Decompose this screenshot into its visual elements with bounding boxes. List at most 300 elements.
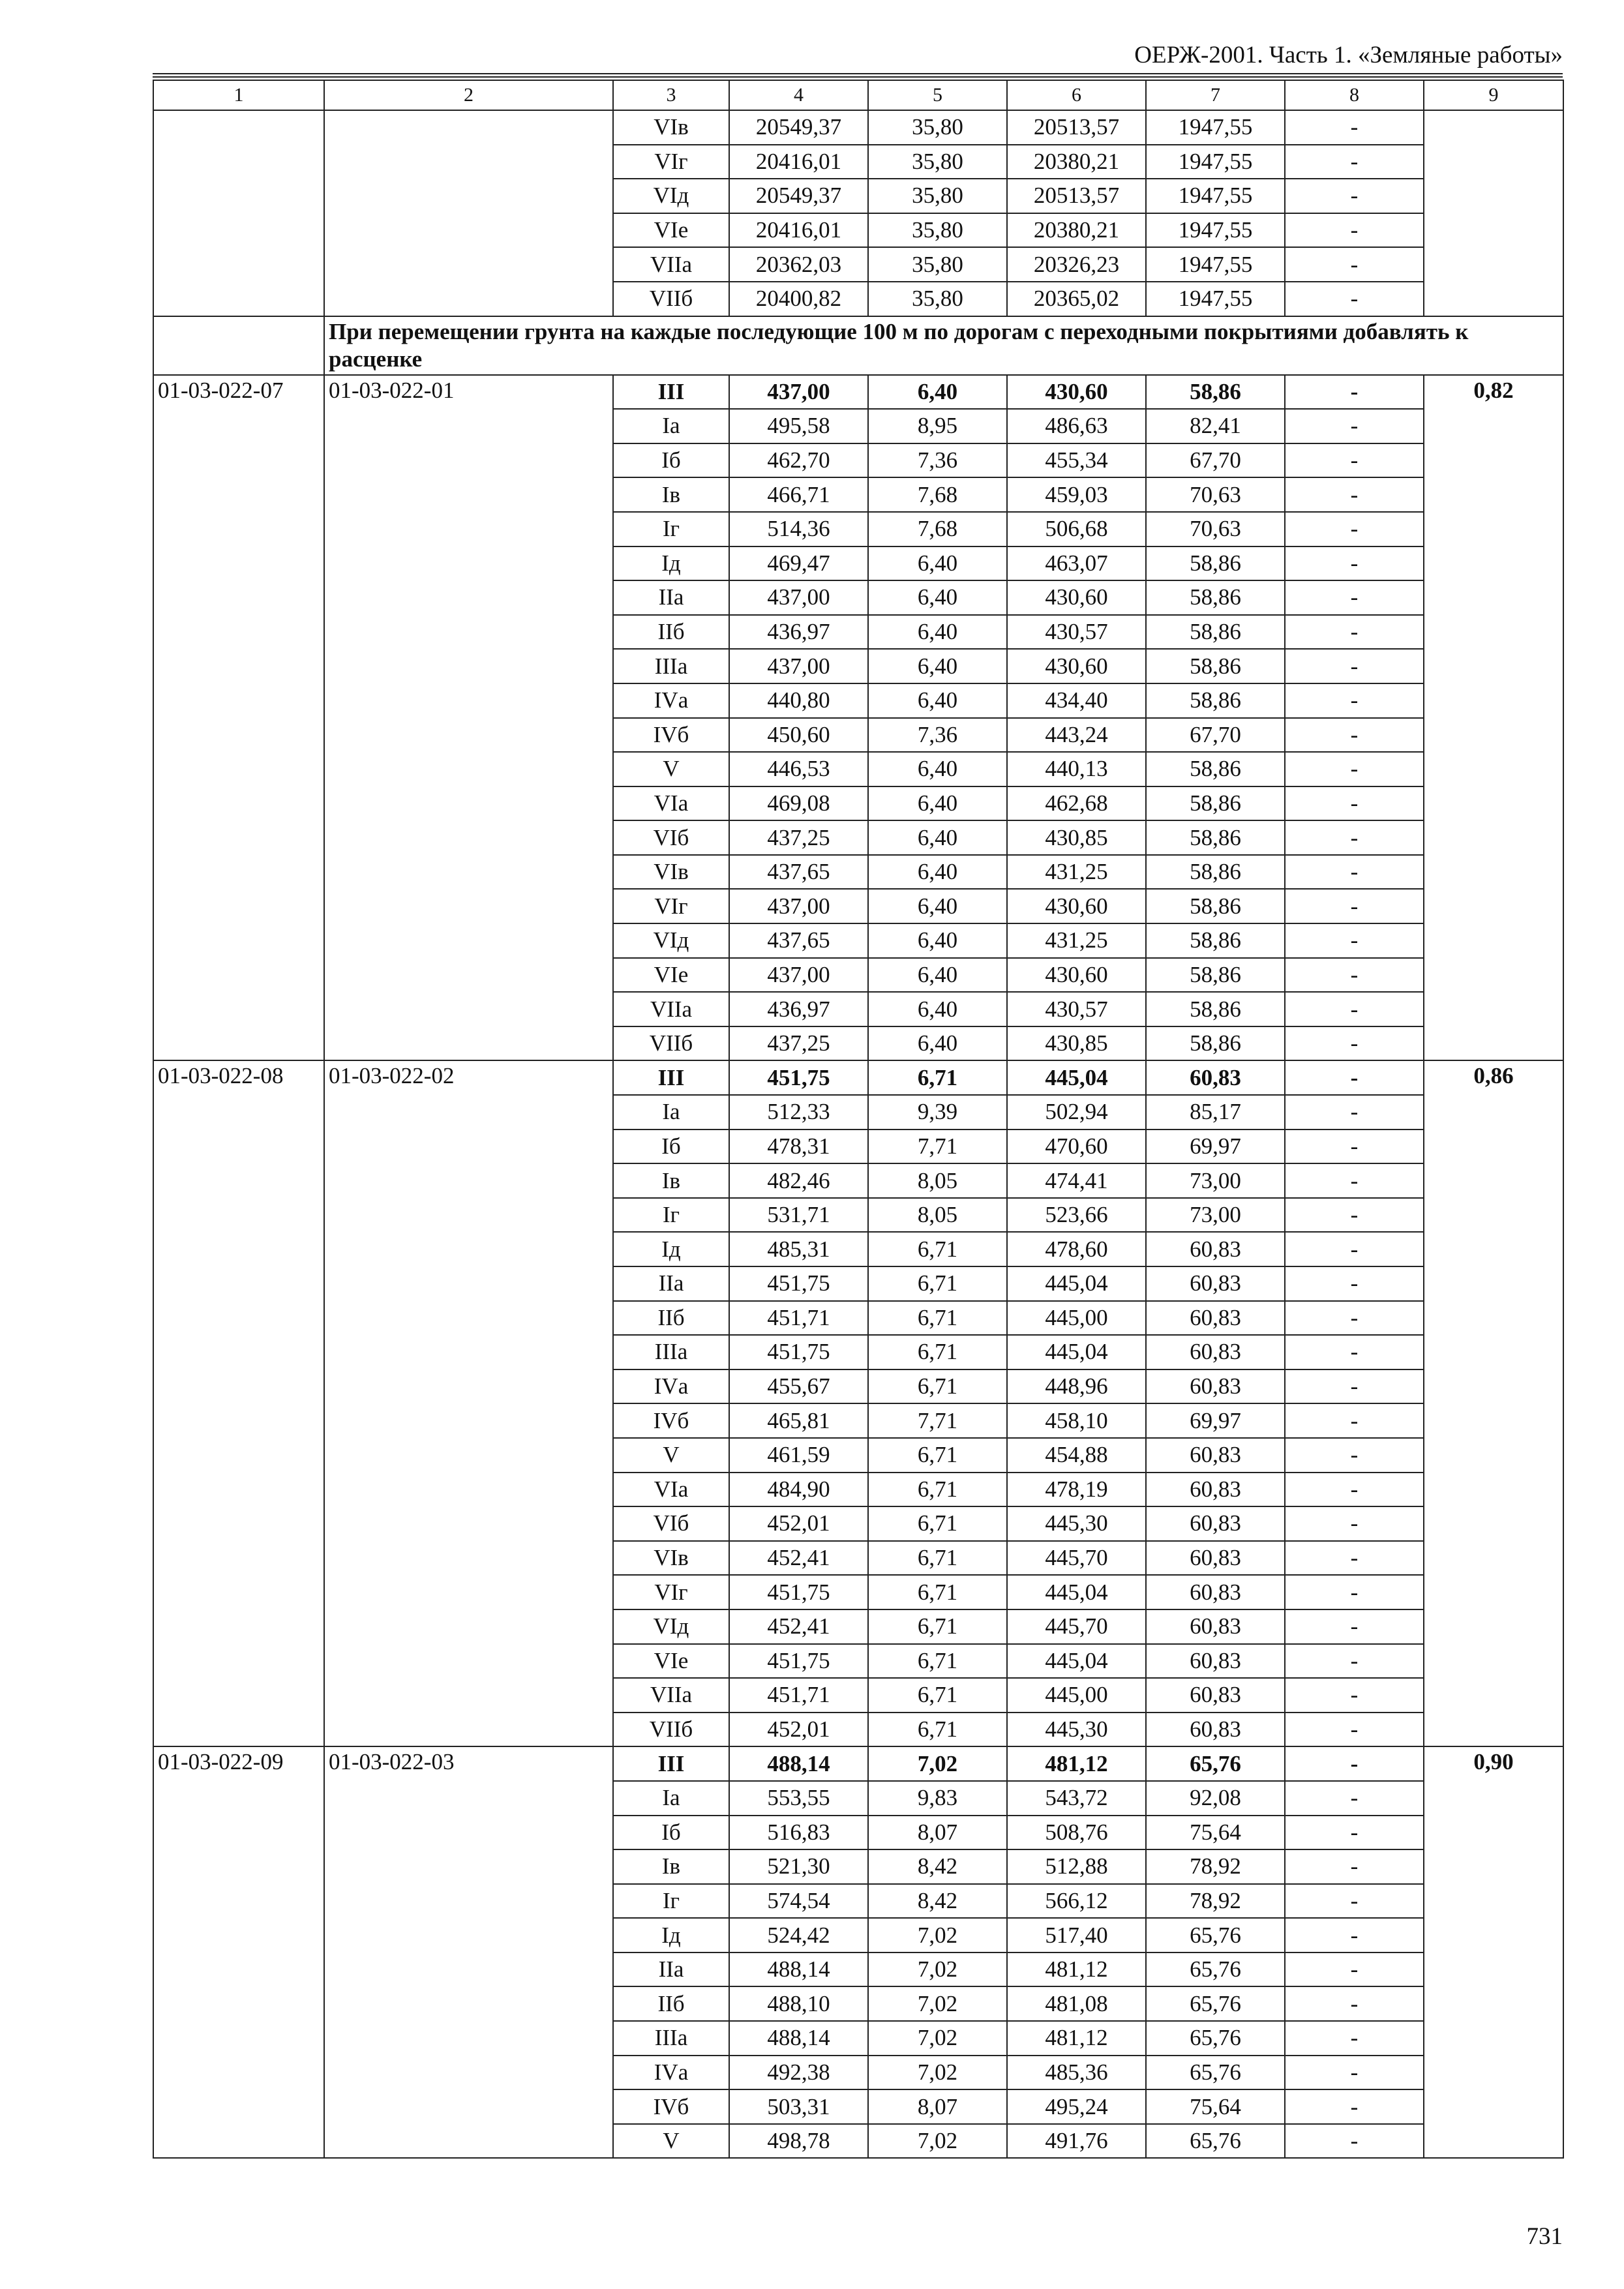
operator-wages-cell: 7,02 bbox=[868, 2056, 1007, 2090]
soil-group-cell: VIIб bbox=[613, 1713, 729, 1747]
materials-cell: - bbox=[1285, 1575, 1424, 1609]
machinist-wages-cell: 70,63 bbox=[1146, 512, 1285, 546]
machinist-wages-cell: 58,86 bbox=[1146, 855, 1285, 890]
machinist-wages-cell: 58,86 bbox=[1146, 546, 1285, 581]
materials-cell: - bbox=[1285, 1026, 1424, 1061]
column-number: 3 bbox=[613, 80, 729, 110]
header-rule bbox=[153, 73, 1563, 78]
base-code-cell-empty bbox=[324, 110, 613, 316]
direct-cost-cell: 437,65 bbox=[729, 923, 868, 958]
machinist-wages-cell: 58,86 bbox=[1146, 820, 1285, 855]
direct-cost-cell: 20400,82 bbox=[729, 282, 868, 316]
machinist-wages-cell: 58,86 bbox=[1146, 649, 1285, 683]
soil-group-cell: IVб bbox=[613, 1403, 729, 1438]
machinist-wages-cell: 58,86 bbox=[1146, 580, 1285, 615]
operator-wages-cell: 7,02 bbox=[868, 1986, 1007, 2021]
operator-wages-cell: 6,40 bbox=[868, 992, 1007, 1026]
machinist-wages-cell: 60,83 bbox=[1146, 1232, 1285, 1266]
machine-cost-cell: 448,96 bbox=[1007, 1369, 1146, 1404]
direct-cost-cell: 452,41 bbox=[729, 1541, 868, 1576]
materials-cell: - bbox=[1285, 1369, 1424, 1404]
operator-wages-cell: 6,71 bbox=[868, 1678, 1007, 1713]
direct-cost-cell: 466,71 bbox=[729, 477, 868, 512]
machine-cost-cell: 517,40 bbox=[1007, 1918, 1146, 1952]
machinist-wages-cell: 60,83 bbox=[1146, 1609, 1285, 1644]
machinist-wages-cell: 60,83 bbox=[1146, 1541, 1285, 1576]
machinist-wages-cell: 85,17 bbox=[1146, 1095, 1285, 1130]
machinist-wages-cell: 58,86 bbox=[1146, 752, 1285, 786]
operator-wages-cell: 6,40 bbox=[868, 375, 1007, 410]
machine-cost-cell: 478,19 bbox=[1007, 1473, 1146, 1507]
machinist-wages-cell: 1947,55 bbox=[1146, 110, 1285, 145]
section-note-row bbox=[153, 316, 1563, 375]
machine-cost-cell: 458,10 bbox=[1007, 1403, 1146, 1438]
soil-group-cell: VIб bbox=[613, 820, 729, 855]
materials-cell: - bbox=[1285, 2056, 1424, 2090]
direct-cost-cell: 451,75 bbox=[729, 1575, 868, 1609]
operator-wages-cell: 6,71 bbox=[868, 1060, 1007, 1095]
operator-wages-cell: 6,71 bbox=[868, 1541, 1007, 1576]
materials-cell: - bbox=[1285, 1301, 1424, 1336]
machinist-wages-cell: 75,64 bbox=[1146, 2089, 1285, 2124]
direct-cost-cell: 437,00 bbox=[729, 958, 868, 993]
soil-group-cell: V bbox=[613, 1438, 729, 1473]
machinist-wages-cell: 65,76 bbox=[1146, 1746, 1285, 1781]
machine-cost-cell: 431,25 bbox=[1007, 923, 1146, 958]
base-rate-code: 01-03-022-02 bbox=[324, 1060, 613, 1746]
machine-cost-cell: 20513,57 bbox=[1007, 179, 1146, 213]
machine-cost-cell: 430,60 bbox=[1007, 580, 1146, 615]
soil-group-cell: VIIб bbox=[613, 1026, 729, 1061]
machine-cost-cell: 20365,02 bbox=[1007, 282, 1146, 316]
operator-wages-cell: 35,80 bbox=[868, 247, 1007, 282]
machinist-wages-cell: 58,86 bbox=[1146, 375, 1285, 410]
coefficient-cell-empty bbox=[1424, 110, 1563, 316]
materials-cell: - bbox=[1285, 1816, 1424, 1850]
rate-code: 01-03-022-09 bbox=[153, 1746, 324, 2158]
machinist-wages-cell: 82,41 bbox=[1146, 409, 1285, 443]
operator-wages-cell: 7,71 bbox=[868, 1403, 1007, 1438]
machine-cost-cell: 445,04 bbox=[1007, 1575, 1146, 1609]
machine-cost-cell: 430,57 bbox=[1007, 615, 1146, 650]
machine-cost-cell: 474,41 bbox=[1007, 1163, 1146, 1198]
machine-cost-cell: 445,00 bbox=[1007, 1678, 1146, 1713]
machinist-wages-cell: 70,63 bbox=[1146, 477, 1285, 512]
machine-cost-cell: 20380,21 bbox=[1007, 213, 1146, 248]
materials-cell: - bbox=[1285, 683, 1424, 718]
machine-cost-cell: 430,60 bbox=[1007, 958, 1146, 993]
machinist-wages-cell: 73,00 bbox=[1146, 1163, 1285, 1198]
machinist-wages-cell: 58,86 bbox=[1146, 923, 1285, 958]
direct-cost-cell: 488,14 bbox=[729, 2021, 868, 2056]
materials-cell: - bbox=[1285, 1713, 1424, 1747]
materials-cell: - bbox=[1285, 213, 1424, 248]
operator-wages-cell: 8,05 bbox=[868, 1198, 1007, 1233]
direct-cost-cell: 437,00 bbox=[729, 580, 868, 615]
direct-cost-cell: 436,97 bbox=[729, 992, 868, 1026]
soil-group-cell: Iб bbox=[613, 1816, 729, 1850]
coefficient: 0,82 bbox=[1424, 375, 1563, 1061]
soil-group-cell: Iд bbox=[613, 546, 729, 581]
direct-cost-cell: 452,01 bbox=[729, 1506, 868, 1541]
soil-group-cell: IVа bbox=[613, 1369, 729, 1404]
soil-group-cell: VIд bbox=[613, 179, 729, 213]
materials-cell: - bbox=[1285, 615, 1424, 650]
direct-cost-cell: 553,55 bbox=[729, 1781, 868, 1816]
materials-cell: - bbox=[1285, 477, 1424, 512]
machine-cost-cell: 512,88 bbox=[1007, 1849, 1146, 1884]
machine-cost-cell: 430,85 bbox=[1007, 1026, 1146, 1061]
soil-group-cell: IVа bbox=[613, 2056, 729, 2090]
machine-cost-cell: 20380,21 bbox=[1007, 145, 1146, 179]
direct-cost-cell: 451,75 bbox=[729, 1644, 868, 1679]
soil-group-cell: IIIа bbox=[613, 649, 729, 683]
machine-cost-cell: 445,04 bbox=[1007, 1644, 1146, 1679]
operator-wages-cell: 6,71 bbox=[868, 1506, 1007, 1541]
operator-wages-cell: 6,40 bbox=[868, 580, 1007, 615]
soil-group-cell: Iг bbox=[613, 512, 729, 546]
soil-group-cell: IVб bbox=[613, 2089, 729, 2124]
operator-wages-cell: 6,71 bbox=[868, 1575, 1007, 1609]
soil-group-cell: VIIа bbox=[613, 992, 729, 1026]
machine-cost-cell: 20326,23 bbox=[1007, 247, 1146, 282]
materials-cell: - bbox=[1285, 1232, 1424, 1266]
machinist-wages-cell: 58,86 bbox=[1146, 683, 1285, 718]
soil-group-cell: III bbox=[613, 1060, 729, 1095]
machine-cost-cell: 443,24 bbox=[1007, 718, 1146, 753]
machinist-wages-cell: 65,76 bbox=[1146, 1952, 1285, 1987]
direct-cost-cell: 512,33 bbox=[729, 1095, 868, 1130]
machine-cost-cell: 566,12 bbox=[1007, 1884, 1146, 1919]
direct-cost-cell: 574,54 bbox=[729, 1884, 868, 1919]
operator-wages-cell: 7,02 bbox=[868, 1918, 1007, 1952]
operator-wages-cell: 8,42 bbox=[868, 1849, 1007, 1884]
direct-cost-cell: 451,71 bbox=[729, 1301, 868, 1336]
materials-cell: - bbox=[1285, 820, 1424, 855]
direct-cost-cell: 498,78 bbox=[729, 2124, 868, 2159]
machinist-wages-cell: 58,86 bbox=[1146, 958, 1285, 993]
machinist-wages-cell: 1947,55 bbox=[1146, 145, 1285, 179]
soil-group-cell: Iа bbox=[613, 1781, 729, 1816]
operator-wages-cell: 7,02 bbox=[868, 2021, 1007, 2056]
machine-cost-cell: 440,13 bbox=[1007, 752, 1146, 786]
direct-cost-cell: 437,25 bbox=[729, 1026, 868, 1061]
operator-wages-cell: 6,40 bbox=[868, 1026, 1007, 1061]
direct-cost-cell: 516,83 bbox=[729, 1816, 868, 1850]
machine-cost-cell: 481,12 bbox=[1007, 1952, 1146, 1987]
machine-cost-cell: 20513,57 bbox=[1007, 110, 1146, 145]
soil-group-cell: Iд bbox=[613, 1918, 729, 1952]
machinist-wages-cell: 69,97 bbox=[1146, 1403, 1285, 1438]
materials-cell: - bbox=[1285, 1849, 1424, 1884]
direct-cost-cell: 492,38 bbox=[729, 2056, 868, 2090]
direct-cost-cell: 20416,01 bbox=[729, 145, 868, 179]
soil-group-cell: III bbox=[613, 375, 729, 410]
machine-cost-cell: 445,30 bbox=[1007, 1506, 1146, 1541]
soil-group-cell: Iа bbox=[613, 409, 729, 443]
materials-cell: - bbox=[1285, 1060, 1424, 1095]
machinist-wages-cell: 1947,55 bbox=[1146, 282, 1285, 316]
operator-wages-cell: 7,68 bbox=[868, 512, 1007, 546]
soil-group-cell: V bbox=[613, 2124, 729, 2159]
running-header: ОЕРЖ-2001. Часть 1. «Земляные работы» bbox=[1134, 42, 1563, 68]
direct-cost-cell: 521,30 bbox=[729, 1849, 868, 1884]
direct-cost-cell: 451,75 bbox=[729, 1266, 868, 1301]
machinist-wages-cell: 60,83 bbox=[1146, 1369, 1285, 1404]
machine-cost-cell: 463,07 bbox=[1007, 546, 1146, 581]
operator-wages-cell: 6,40 bbox=[868, 923, 1007, 958]
materials-cell: - bbox=[1285, 580, 1424, 615]
machine-cost-cell: 543,72 bbox=[1007, 1781, 1146, 1816]
operator-wages-cell: 6,40 bbox=[868, 546, 1007, 581]
machine-cost-cell: 434,40 bbox=[1007, 683, 1146, 718]
soil-group-cell: VIв bbox=[613, 1541, 729, 1576]
machinist-wages-cell: 60,83 bbox=[1146, 1301, 1285, 1336]
machine-cost-cell: 445,70 bbox=[1007, 1609, 1146, 1644]
machinist-wages-cell: 1947,55 bbox=[1146, 247, 1285, 282]
rates-table bbox=[153, 80, 1564, 2159]
direct-cost-cell: 514,36 bbox=[729, 512, 868, 546]
soil-group-cell: IIа bbox=[613, 1952, 729, 1987]
soil-group-cell: VIг bbox=[613, 145, 729, 179]
direct-cost-cell: 461,59 bbox=[729, 1438, 868, 1473]
operator-wages-cell: 6,40 bbox=[868, 958, 1007, 993]
soil-group-cell: VIе bbox=[613, 213, 729, 248]
direct-cost-cell: 20416,01 bbox=[729, 213, 868, 248]
materials-cell: - bbox=[1285, 1952, 1424, 1987]
machinist-wages-cell: 69,97 bbox=[1146, 1130, 1285, 1164]
operator-wages-cell: 9,83 bbox=[868, 1781, 1007, 1816]
soil-group-cell: VIIа bbox=[613, 247, 729, 282]
operator-wages-cell: 6,40 bbox=[868, 786, 1007, 821]
page-number: 731 bbox=[1526, 2223, 1563, 2250]
materials-cell: - bbox=[1285, 1130, 1424, 1164]
soil-group-cell: IIб bbox=[613, 1986, 729, 2021]
operator-wages-cell: 6,40 bbox=[868, 683, 1007, 718]
operator-wages-cell: 6,71 bbox=[868, 1644, 1007, 1679]
operator-wages-cell: 7,02 bbox=[868, 1746, 1007, 1781]
direct-cost-cell: 437,00 bbox=[729, 649, 868, 683]
direct-cost-cell: 469,08 bbox=[729, 786, 868, 821]
machine-cost-cell: 430,85 bbox=[1007, 820, 1146, 855]
direct-cost-cell: 450,60 bbox=[729, 718, 868, 753]
direct-cost-cell: 440,80 bbox=[729, 683, 868, 718]
operator-wages-cell: 7,36 bbox=[868, 718, 1007, 753]
soil-group-cell: IVа bbox=[613, 683, 729, 718]
soil-group-cell: IIб bbox=[613, 615, 729, 650]
machinist-wages-cell: 60,83 bbox=[1146, 1060, 1285, 1095]
direct-cost-cell: 437,00 bbox=[729, 889, 868, 923]
soil-group-cell: Iа bbox=[613, 1095, 729, 1130]
base-rate-code: 01-03-022-03 bbox=[324, 1746, 613, 2158]
materials-cell: - bbox=[1285, 889, 1424, 923]
coefficient: 0,90 bbox=[1424, 1746, 1563, 2158]
direct-cost-cell: 455,67 bbox=[729, 1369, 868, 1404]
materials-cell: - bbox=[1285, 1746, 1424, 1781]
operator-wages-cell: 6,40 bbox=[868, 649, 1007, 683]
machinist-wages-cell: 78,92 bbox=[1146, 1884, 1285, 1919]
operator-wages-cell: 7,02 bbox=[868, 1952, 1007, 1987]
direct-cost-cell: 524,42 bbox=[729, 1918, 868, 1952]
direct-cost-cell: 20362,03 bbox=[729, 247, 868, 282]
machine-cost-cell: 486,63 bbox=[1007, 409, 1146, 443]
machinist-wages-cell: 60,83 bbox=[1146, 1473, 1285, 1507]
materials-cell: - bbox=[1285, 247, 1424, 282]
operator-wages-cell: 6,40 bbox=[868, 615, 1007, 650]
direct-cost-cell: 20549,37 bbox=[729, 179, 868, 213]
soil-group-cell: IIа bbox=[613, 1266, 729, 1301]
materials-cell: - bbox=[1285, 923, 1424, 958]
machinist-wages-cell: 60,83 bbox=[1146, 1266, 1285, 1301]
materials-cell: - bbox=[1285, 1438, 1424, 1473]
table-row bbox=[153, 110, 1563, 145]
machinist-wages-cell: 58,86 bbox=[1146, 1026, 1285, 1061]
soil-group-cell: Iд bbox=[613, 1232, 729, 1266]
machinist-wages-cell: 78,92 bbox=[1146, 1849, 1285, 1884]
machinist-wages-cell: 65,76 bbox=[1146, 1986, 1285, 2021]
machine-cost-cell: 523,66 bbox=[1007, 1198, 1146, 1233]
machine-cost-cell: 430,60 bbox=[1007, 889, 1146, 923]
machine-cost-cell: 491,76 bbox=[1007, 2124, 1146, 2159]
soil-group-cell: VIг bbox=[613, 1575, 729, 1609]
soil-group-cell: Iв bbox=[613, 1849, 729, 1884]
machinist-wages-cell: 60,83 bbox=[1146, 1644, 1285, 1679]
column-number: 2 bbox=[324, 80, 613, 110]
soil-group-cell: VIе bbox=[613, 958, 729, 993]
table-row bbox=[153, 375, 1563, 410]
direct-cost-cell: 495,58 bbox=[729, 409, 868, 443]
machinist-wages-cell: 1947,55 bbox=[1146, 213, 1285, 248]
materials-cell: - bbox=[1285, 1266, 1424, 1301]
soil-group-cell: IIIа bbox=[613, 2021, 729, 2056]
direct-cost-cell: 437,00 bbox=[729, 375, 868, 410]
materials-cell: - bbox=[1285, 375, 1424, 410]
soil-group-cell: IVб bbox=[613, 718, 729, 753]
operator-wages-cell: 35,80 bbox=[868, 145, 1007, 179]
soil-group-cell: VIг bbox=[613, 889, 729, 923]
soil-group-cell: Iб bbox=[613, 1130, 729, 1164]
direct-cost-cell: 452,01 bbox=[729, 1713, 868, 1747]
operator-wages-cell: 6,40 bbox=[868, 752, 1007, 786]
soil-group-cell: IIб bbox=[613, 1301, 729, 1336]
column-numbers-row bbox=[153, 80, 1563, 110]
machine-cost-cell: 454,88 bbox=[1007, 1438, 1146, 1473]
code-cell-empty bbox=[153, 110, 324, 316]
operator-wages-cell: 6,71 bbox=[868, 1438, 1007, 1473]
soil-group-cell: VIIб bbox=[613, 282, 729, 316]
direct-cost-cell: 462,70 bbox=[729, 443, 868, 478]
soil-group-cell: VIа bbox=[613, 786, 729, 821]
machine-cost-cell: 506,68 bbox=[1007, 512, 1146, 546]
soil-group-cell: III bbox=[613, 1746, 729, 1781]
materials-cell: - bbox=[1285, 1541, 1424, 1576]
operator-wages-cell: 35,80 bbox=[868, 213, 1007, 248]
materials-cell: - bbox=[1285, 1918, 1424, 1952]
materials-cell: - bbox=[1285, 2089, 1424, 2124]
column-number: 9 bbox=[1424, 80, 1563, 110]
column-number: 8 bbox=[1285, 80, 1424, 110]
materials-cell: - bbox=[1285, 145, 1424, 179]
direct-cost-cell: 451,71 bbox=[729, 1678, 868, 1713]
soil-group-cell: VIб bbox=[613, 1506, 729, 1541]
operator-wages-cell: 35,80 bbox=[868, 179, 1007, 213]
machinist-wages-cell: 67,70 bbox=[1146, 718, 1285, 753]
operator-wages-cell: 35,80 bbox=[868, 282, 1007, 316]
machinist-wages-cell: 58,86 bbox=[1146, 615, 1285, 650]
machine-cost-cell: 455,34 bbox=[1007, 443, 1146, 478]
machinist-wages-cell: 60,83 bbox=[1146, 1713, 1285, 1747]
materials-cell: - bbox=[1285, 409, 1424, 443]
coefficient: 0,86 bbox=[1424, 1060, 1563, 1746]
soil-group-cell: VIв bbox=[613, 855, 729, 890]
direct-cost-cell: 465,81 bbox=[729, 1403, 868, 1438]
machine-cost-cell: 485,36 bbox=[1007, 2056, 1146, 2090]
soil-group-cell: V bbox=[613, 752, 729, 786]
machine-cost-cell: 470,60 bbox=[1007, 1130, 1146, 1164]
materials-cell: - bbox=[1285, 786, 1424, 821]
machine-cost-cell: 445,04 bbox=[1007, 1335, 1146, 1369]
operator-wages-cell: 6,71 bbox=[868, 1609, 1007, 1644]
soil-group-cell: Iв bbox=[613, 477, 729, 512]
machinist-wages-cell: 65,76 bbox=[1146, 1918, 1285, 1952]
direct-cost-cell: 20549,37 bbox=[729, 110, 868, 145]
rates-table-body bbox=[153, 80, 1563, 2158]
code-cell-empty bbox=[153, 316, 324, 375]
materials-cell: - bbox=[1285, 718, 1424, 753]
operator-wages-cell: 8,42 bbox=[868, 1884, 1007, 1919]
operator-wages-cell: 6,71 bbox=[868, 1266, 1007, 1301]
machinist-wages-cell: 67,70 bbox=[1146, 443, 1285, 478]
materials-cell: - bbox=[1285, 1403, 1424, 1438]
direct-cost-cell: 478,31 bbox=[729, 1130, 868, 1164]
direct-cost-cell: 451,75 bbox=[729, 1335, 868, 1369]
materials-cell: - bbox=[1285, 546, 1424, 581]
materials-cell: - bbox=[1285, 1609, 1424, 1644]
machine-cost-cell: 478,60 bbox=[1007, 1232, 1146, 1266]
direct-cost-cell: 488,10 bbox=[729, 1986, 868, 2021]
operator-wages-cell: 9,39 bbox=[868, 1095, 1007, 1130]
machinist-wages-cell: 60,83 bbox=[1146, 1438, 1285, 1473]
direct-cost-cell: 485,31 bbox=[729, 1232, 868, 1266]
machine-cost-cell: 430,60 bbox=[1007, 649, 1146, 683]
materials-cell: - bbox=[1285, 110, 1424, 145]
materials-cell: - bbox=[1285, 1335, 1424, 1369]
machine-cost-cell: 481,12 bbox=[1007, 2021, 1146, 2056]
rate-code: 01-03-022-08 bbox=[153, 1060, 324, 1746]
soil-group-cell: VIа bbox=[613, 1473, 729, 1507]
machinist-wages-cell: 58,86 bbox=[1146, 992, 1285, 1026]
direct-cost-cell: 488,14 bbox=[729, 1746, 868, 1781]
operator-wages-cell: 35,80 bbox=[868, 110, 1007, 145]
direct-cost-cell: 469,47 bbox=[729, 546, 868, 581]
machinist-wages-cell: 58,86 bbox=[1146, 786, 1285, 821]
materials-cell: - bbox=[1285, 512, 1424, 546]
direct-cost-cell: 484,90 bbox=[729, 1473, 868, 1507]
operator-wages-cell: 8,05 bbox=[868, 1163, 1007, 1198]
operator-wages-cell: 6,40 bbox=[868, 889, 1007, 923]
machine-cost-cell: 445,30 bbox=[1007, 1713, 1146, 1747]
soil-group-cell: IIа bbox=[613, 580, 729, 615]
machine-cost-cell: 462,68 bbox=[1007, 786, 1146, 821]
machinist-wages-cell: 75,64 bbox=[1146, 1816, 1285, 1850]
direct-cost-cell: 488,14 bbox=[729, 1952, 868, 1987]
rate-code: 01-03-022-07 bbox=[153, 375, 324, 1061]
machine-cost-cell: 495,24 bbox=[1007, 2089, 1146, 2124]
column-number: 6 bbox=[1007, 80, 1146, 110]
machine-cost-cell: 445,04 bbox=[1007, 1060, 1146, 1095]
materials-cell: - bbox=[1285, 282, 1424, 316]
operator-wages-cell: 8,07 bbox=[868, 1816, 1007, 1850]
